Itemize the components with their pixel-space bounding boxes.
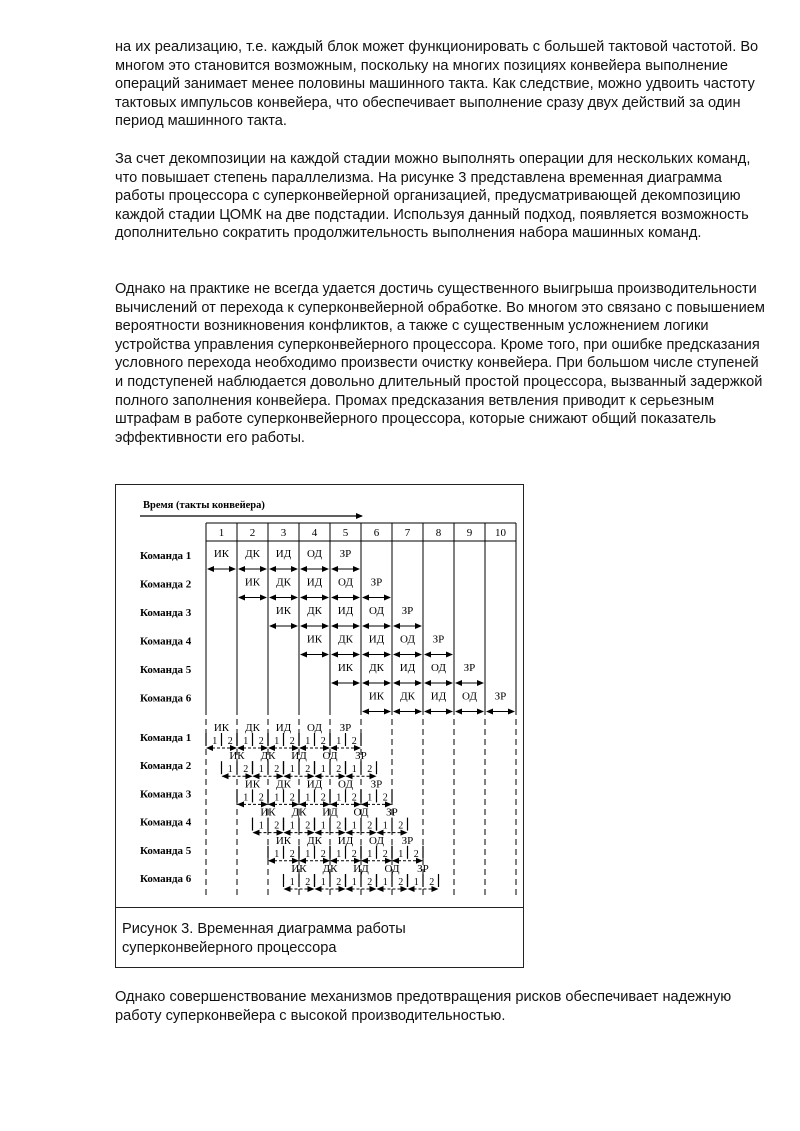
paragraph-1: на их реализацию, т.е. каждый блок может функционировать с большей тактовой частотой. Во многом это становится возможным, поскольку на многих позициях конвейера выполнение операций занимает менее половины машинного такта. Как следствие, можно удвоить частоту тактовых импульсов конвейера, что обеспечивает выполнение сразу двух действий за один период машинного такта. xyxy=(115,39,759,130)
substage-number: 1 xyxy=(227,764,233,776)
substage-number: 1 xyxy=(320,877,326,888)
command-label: Команда 4 xyxy=(140,635,192,648)
substage-number: 2 xyxy=(336,764,342,776)
stage-label: ИД xyxy=(275,722,292,734)
substage-number: 1 xyxy=(320,764,326,776)
column-number: 10 xyxy=(495,527,506,539)
stage-label: ИК xyxy=(306,633,323,646)
command-label: Команда 1 xyxy=(140,732,192,744)
substage-number: 2 xyxy=(382,792,388,804)
stage-label: ИД xyxy=(322,806,338,819)
stage-label: ЗР xyxy=(401,834,414,847)
substage-number: 2 xyxy=(351,848,357,860)
column-number: 1 xyxy=(218,527,225,539)
substage-number: 2 xyxy=(398,877,404,888)
stage-label: ДК xyxy=(369,662,384,674)
stage-label: ИК xyxy=(368,690,385,703)
stage-label: ОД xyxy=(338,576,353,589)
substage-number: 1 xyxy=(336,736,342,747)
substage-number: 1 xyxy=(413,877,419,888)
stage-label: ЗР xyxy=(494,690,507,703)
substage-number: 2 xyxy=(305,820,311,832)
stage-label: ИД xyxy=(306,778,323,791)
stage-label: ИД xyxy=(430,690,447,703)
substage-number: 2 xyxy=(413,848,419,860)
substage-number: 2 xyxy=(289,792,295,804)
substage-number: 1 xyxy=(243,792,249,804)
stage-label: ЗР xyxy=(432,633,445,646)
stage-label: ДК xyxy=(276,576,291,589)
time-axis-label: Время (такты конвейера) xyxy=(143,500,265,511)
substage-number: 1 xyxy=(243,736,249,747)
pipeline-timing-diagram xyxy=(116,485,523,907)
column-number: 3 xyxy=(280,527,287,539)
substage-number: 2 xyxy=(351,792,357,804)
command-label: Команда 1 xyxy=(140,550,192,562)
paragraph-4: Однако совершенствование механизмов предотвращения рисков обеспечивает надежную работу суперконвейера с высокой производительностью. xyxy=(115,989,732,1024)
stage-label: ОД xyxy=(369,834,384,847)
substage-number: 2 xyxy=(305,877,311,888)
stage-label: ОД xyxy=(369,605,384,617)
column-number: 8 xyxy=(435,527,442,539)
stage-label: ИД xyxy=(337,605,354,617)
substage-number: 1 xyxy=(367,848,373,860)
substage-number: 2 xyxy=(351,736,357,747)
substage-number: 2 xyxy=(398,820,404,832)
stage-label: ЗР xyxy=(417,863,429,875)
stage-label: ДК xyxy=(307,834,322,847)
stage-label: ДК xyxy=(307,605,322,617)
stage-label: ОД xyxy=(400,633,415,646)
stage-label: ДК xyxy=(260,750,276,763)
stage-label: ЗР xyxy=(386,806,398,819)
stage-label: ИК xyxy=(291,863,307,875)
substage-number: 1 xyxy=(289,820,295,832)
stage-label: ОД xyxy=(462,690,477,703)
stage-label: ИД xyxy=(353,863,369,875)
stage-label: ИК xyxy=(229,750,245,763)
substage-number: 2 xyxy=(336,877,342,888)
command-label: Команда 2 xyxy=(140,760,192,773)
stage-label: ЗР xyxy=(339,722,352,734)
command-label: Команда 3 xyxy=(140,788,192,801)
command-label: Команда 5 xyxy=(140,844,192,857)
stage-label: ЗР xyxy=(401,605,414,617)
substage-number: 1 xyxy=(274,792,280,804)
stage-label: ОД xyxy=(322,750,338,763)
stage-label: ИК xyxy=(244,576,261,589)
stage-label: ИК xyxy=(213,722,230,734)
substage-number: 2 xyxy=(320,736,326,747)
stage-label: ИК xyxy=(337,662,354,674)
figure-caption: Рисунок 3. Временная диаграмма работы суперконвейерного процессора xyxy=(116,907,523,958)
substage-number: 1 xyxy=(382,877,388,888)
substage-number: 2 xyxy=(382,848,388,860)
stage-label: ИД xyxy=(275,548,292,560)
figure-3 xyxy=(115,484,524,968)
substage-number: 1 xyxy=(320,820,326,832)
substage-number: 2 xyxy=(367,764,373,776)
stage-label: ОД xyxy=(307,548,322,560)
stage-label: ДК xyxy=(338,633,353,646)
substage-number: 2 xyxy=(320,848,326,860)
substage-number: 2 xyxy=(367,820,373,832)
stage-label: ИК xyxy=(275,834,292,847)
stage-label: ИД xyxy=(399,662,416,674)
stage-label: ИД xyxy=(291,750,307,763)
command-label: Команда 6 xyxy=(140,873,192,885)
substage-number: 1 xyxy=(382,820,388,832)
substage-number: 2 xyxy=(289,736,295,747)
substage-number: 1 xyxy=(351,877,357,888)
substage-number: 2 xyxy=(367,877,373,888)
stage-label: ИК xyxy=(213,548,230,560)
substage-number: 2 xyxy=(258,736,264,747)
stage-label: ДК xyxy=(245,548,260,560)
stage-label: ОД xyxy=(353,806,369,819)
column-number: 7 xyxy=(404,527,411,539)
stage-label: ДК xyxy=(291,806,307,819)
substage-number: 1 xyxy=(351,820,357,832)
command-label: Команда 2 xyxy=(140,578,192,591)
substage-number: 1 xyxy=(289,877,295,888)
substage-number: 1 xyxy=(305,792,311,804)
substage-number: 2 xyxy=(429,877,435,888)
stage-label: ОД xyxy=(338,778,353,791)
substage-number: 2 xyxy=(289,848,295,860)
substage-number: 2 xyxy=(274,764,280,776)
substage-number: 1 xyxy=(336,792,342,804)
column-number: 2 xyxy=(249,527,256,539)
stage-label: ИД xyxy=(306,576,323,589)
command-label: Команда 6 xyxy=(140,692,192,705)
stage-label: ДК xyxy=(245,722,260,734)
column-number: 6 xyxy=(373,527,380,539)
substage-number: 1 xyxy=(289,764,295,776)
substage-number: 2 xyxy=(320,792,326,804)
stage-label: ДК xyxy=(400,690,415,703)
stage-label: ДК xyxy=(276,778,291,791)
column-number: 5 xyxy=(342,527,349,539)
stage-label: ЗР xyxy=(355,750,367,763)
stage-label: ДК xyxy=(322,863,338,875)
command-label: Команда 4 xyxy=(140,816,192,829)
substage-number: 1 xyxy=(305,848,311,860)
substage-number: 2 xyxy=(227,736,233,747)
substage-number: 1 xyxy=(274,848,280,860)
stage-label: ОД xyxy=(431,662,446,674)
stage-label: ЗР xyxy=(339,548,352,560)
paragraph-3: Однако на практике не всегда удается достичь существенного выигрыша производительности вычислений от перехода к суперконвейерной обработке. Во многом это связано с повышением вероятности возникновения конфликтов, а также с существенным усложнением логики устройства управления суперконвейерного процессора. Кроме того, при ошибке предсказания условного перехода необходимо произвести очистку конвейера. При большом числе ступеней и подступеней наблюдается довольно длительный простой процессора, вызванный задержкой полного заполнения конвейера. Промах предсказания ветвления приводит к серьезным штрафам в работе суперконвейерного процессора, которые снижают общий показатель эффективности его работы. xyxy=(115,281,765,446)
stage-label: ЗР xyxy=(370,778,383,791)
column-number: 4 xyxy=(311,527,318,539)
substage-number: 2 xyxy=(258,792,264,804)
column-number: 9 xyxy=(466,527,473,539)
stage-label: ОД xyxy=(384,863,400,875)
substage-number: 1 xyxy=(367,792,373,804)
stage-label: ЗР xyxy=(463,662,476,674)
substage-number: 1 xyxy=(212,736,218,747)
substage-number: 1 xyxy=(398,848,404,860)
stage-label: ИД xyxy=(337,834,354,847)
command-label: Команда 5 xyxy=(140,664,192,676)
paragraph-2: За счет декомпозиции на каждой стадии можно выполнять операции для нескольких команд, что повышает степень параллелизма. На рисунке 3 представлена временная диаграмма работы процессора с суперконвейерной организацией, предусматривающей декомпозицию каждой стадии ЦОМК на две подстадии. Используя данный подход, появляется возможность дополнительно сократить продолжительность выполнения набора машинных команд. xyxy=(115,151,751,242)
stage-label: ОД xyxy=(307,722,322,734)
stage-label: ИД xyxy=(368,633,385,646)
command-label: Команда 3 xyxy=(140,607,192,619)
substage-number: 1 xyxy=(258,764,264,776)
substage-number: 1 xyxy=(351,764,357,776)
stage-label: ИК xyxy=(260,806,276,819)
stage-label: ЗР xyxy=(370,576,383,589)
substage-number: 2 xyxy=(336,820,342,832)
stage-label: ИК xyxy=(244,778,261,791)
stage-label: ИК xyxy=(275,605,292,617)
substage-number: 1 xyxy=(305,736,311,747)
substage-number: 1 xyxy=(258,820,264,832)
substage-number: 2 xyxy=(305,764,311,776)
substage-number: 2 xyxy=(274,820,280,832)
substage-number: 1 xyxy=(336,848,342,860)
substage-number: 2 xyxy=(243,764,249,776)
substage-number: 1 xyxy=(274,736,280,747)
